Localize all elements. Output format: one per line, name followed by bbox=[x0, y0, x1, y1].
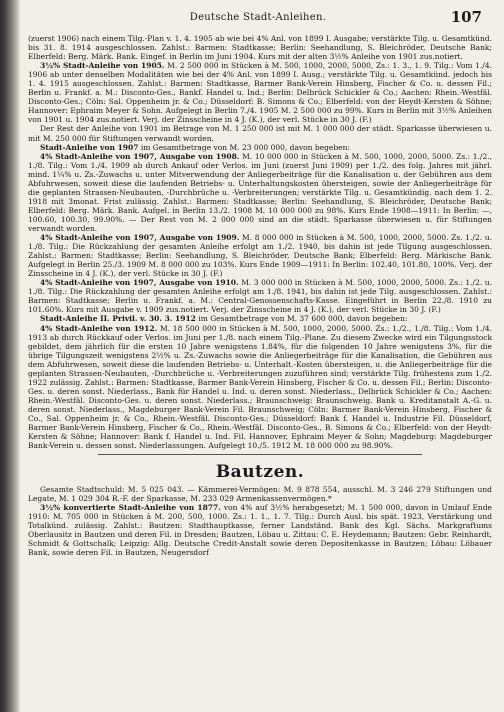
heading-bautzen-1877: 3½% konvertierte Stadt-Anleihe von 1877. bbox=[40, 503, 221, 513]
heading-1907-1909: 4% Stadt-Anleihe von 1907, Ausgabe von 1909. bbox=[40, 233, 240, 243]
bautzen-paragraph-2: 3½% konvertierte Stadt-Anleihe von 1877. von 4% auf 3½% herabgesetzt; M. 1 500 000, davon in Umlauf Ende 1910: M. 705 000 in Stücken à M. 200, 500, 1000. Zs.: 1. 1., 1. 7. Tilg.: Durch Ausl. bis spät. 1923, Verstärkung und Totalkünd. zulässig. Zahlst.: Bautzen: Stadthauptkasse, ferner Landständ. Bank des Kgl. Sächs. Markgraftums Oberlausitz in Bautzen und deren Fil. in Dresden; Bautzen, Löbau u. Zittau: C. E. Heydemann; Bautzen: Gebr. Reinhardt, Schmidt & Gottschalk; Leipzig: Allg. Deutsche Credit-Anstalt sowie deren Depositenkasse in Bautzen; Löbau: Löbauer Bank, sowie deren Fil. in Bautzen, Neugersdorf bbox=[28, 503, 492, 558]
section-divider bbox=[98, 454, 423, 455]
paragraph-3: Der Rest der Anleihe von 1901 im Betrage von M. 1 250 000 ist mit M. 1 000 000 der städt. Sparkasse überwiesen u. mit M. 250 000 für Stiftungen verwandt worden. bbox=[28, 124, 492, 143]
paragraph-6: 4% Stadt-Anleihe von 1907, Ausgabe von 1909. M. 8 000 000 in Stücken à M. 500, 1000, 2000, 5000. Zs. 1./2. u. 1./8. Tilg.: Die Rückzahlung der gesamten Anleihe erfolgt am 1./2. 1940, bis dahin ist jede Tilgung ausgeschlossen. Zahlst.: Barmen: Stadtkasse; Berlin: Seehandlung, S. Bleichröder, Deutsche Bank; Elberfeld: Berg. Märkische Bank. Aufgelegt in Berlin 25./3. 1909 M. 8 000 000 zu 103%. Kurs Ende 1909—1911: In Berlin: 102.40, 101.80, 100%. Verj. der Zinsscheine in 4 J. (K.), der verl. Stücke in 30 J. (F.) bbox=[28, 233, 492, 279]
page-number: 107 bbox=[450, 8, 482, 26]
page-header bbox=[22, 8, 494, 30]
paragraph-9: 4% Stadt-Anleihe von 1912. M. 18 500 000 in Stücken à M. 500, 1000, 2000, 5000. Zs.: 1./2., 1./8. Tilg.: Vom 1./4. 1913 ab durch Rückkauf oder Verlos. im Juni per 1./8. nach einem Tilg.-Plane. Zu diesem Zwecke wird ein Tilgungsstock gebildet, dem jährlich für die ersten 10 Jahre wenigstens 1.84%, für die folgenden 10 Jahre wenigstens 3%, für die übrige Tilgungszeit wenigstens 2½% u. Zs.-Zuwachs sowie die Anliegerbeiträge für die Kanalisation, die Gebühren aus dem Abfuhrwesen, soweit diese die laufenden Betriebs- u. Unterhalt.-Kosten übersteigen, u. die Anliegerbeiträge für die geplanten Strassen-Neubauten, -Durchbrüche u. -Verbreiterungen zuzuführen sind; verstärkte Tilg. frühestens zum 1./2. 1922 zulässig. Zahlst.: Barmen: Stadtkasse, Barmer Bank-Verein Hinsberg, Fischer & Co. u. dessen Fil.; Berlin: Disconto-Ges. u. deren sonst. Niederlass., Bank für Handel u. Ind. u. deren sonst. Niederlass., Delbrück Schickler & Co.; Aachen: Rhein.-Westfäl. Disconto-Ges. u. deren sonst. Niederlass.; Braunschweig: Braunschweig. Bank u. Kreditanstalt A.-G. u. deren sonst. Niederlass., Magdeburger Bank-Verein Fil. Braunschweig; Cöln: Barmer Bank-Verein Hinsberg, Fischer & Co., Sal. Oppenheim jr. & Co., Rhein.-Westfäl. Disconto-Ges.; Düsseldorf: Bank f. Handel u. Industrie Fil. Düsseldorf, Barmer Bank-Verein Hinsberg, Fischer & Co., Rhein.-Westfäl. Disconto-Ges., B. Simons & Co.; Elberfeld: von der Heydt-Kersten & Söhne; Hannover: Bank f. Handel u. Ind. Fil. Hannover, Ephraim Meyer & Sohn; Magdeburg: Magdeburger Bank-Verein u. dessen sonst. Niederlassungen. Aufgelegt 10./5. 1912 M. 18 000 000 zu 98.90%. bbox=[28, 323, 492, 451]
paragraph-8: Stadt-Anleihe II. Privil. v. 30. 3. 1912 im Gesamtbetrage von M. 37 600 000, davon begeben: bbox=[40, 314, 408, 324]
heading-1912: 4% Stadt-Anleihe von 1912. bbox=[40, 323, 158, 333]
paragraph-4: Stadt-Anleihe von 1907 im Gesamtbetrage von M. 23 000 000, davon begeben: bbox=[40, 142, 350, 152]
heading-1907-1908: 4% Stadt-Anleihe von 1907, Ausgabe von 1908. bbox=[40, 151, 240, 161]
heading-1912-privil: Stadt-Anleihe II. Privil. v. 30. 3. 1912 bbox=[40, 314, 196, 324]
paragraph-1: (zuerst 1906) nach einem Tilg.-Plan v. 1. 4. 1905 ab wie bei 4% Anl. von 1899 I. Ausgabe; verstärkte Tilg. u. Gesamtkünd. bis 31. 8. 1914 ausgeschlossen. Zahlst.: Barmen: Stadtkasse; Berlin: Seehandlung, S. Bleichröder, Deutsche Bank; Elberfeld: Berg. Märk. Bank. Eingef. in Berlin im Juni 1904. Kurs mit der alten 3½% Anleihe von 1901 zus.notiert. bbox=[28, 34, 492, 62]
book-gutter bbox=[0, 0, 20, 712]
paragraph-2: 3½% Stadt-Anleihe von 1905. M. 2 500 000 in Stücken à M. 500, 1000, 2000, 5000, Zs.: 1. 3., 1. 9. Tilg.: Vom 1./4. 1906 ab unter denselben Modalitäten wie bei der 4% Anl. von 1899 I. Ausg.; verstärkte Tilg. u. Gesamtkünd. jedoch bis 1. 4. 1915 ausgeschlossen. Zahlst.: Barmen: Stadtkasse, Barmer Bank-Verein Hinsberg, Fischer & Co. u. dessen Fil.; Berlin u. Frankf. a. M.: Disconto-Ges., Bankf. Handel u. Ind.; Berlin: Delbrück Schickler & Co.; Aachen: Rhein.-Westfäl. Disconto-Ges.; Cöln: Sal. Oppenheim jr. & Co.; Düsseldorf: B. Simons & Co.; Elberfeld: von der Heydt-Kersten & Söhne; Hannover: Ephraim Meyer & Sohn. Aufgelegt in Berlin 7./4. 1905 M. 2 500 000 zu 99%. Kurs in Berlin mit 3½% Anleihen von 1901 u. 1904 zus.notiert. Verj. der Zinsscheine in 4 J. (K.), der verl. Stücke in 30 J. (F.) bbox=[28, 61, 492, 125]
body-text bbox=[28, 34, 492, 558]
bautzen-paragraph-1: Gesamte Stadtschuld: M. 5 025 043. — Kämmerei-Vermögen: M. 9 878 554, ausschl. M. 3 246 279 Stiftungen und Legate, M. 1 029 304 R.-F. der Sparkasse, M. 233 029 Armenkassenvermögen.* bbox=[28, 485, 492, 504]
heading-1905: 3½% Stadt-Anleihe von 1905. bbox=[40, 61, 165, 71]
paragraph-5: 4% Stadt-Anleihe von 1907, Ausgabe von 1908. M. 10 000 000 in Stücken à M. 500, 1000, 2000, 5000. Zs.: 1./2., 1./8. Tilg.: Vom 1./4. 1909 ab durch Ankauf oder Verlos. im Juni (zuerst Juni 1909) per 1./2. des folg. Jahres mit jährl. mind. 1¼% u. Zs.-Zuwachs u. unter Mitverwendung der Anliegerbeiträge für die Kanalisation u. der Gebühren aus dem Abfuhrwesen, soweit diese die laufenden Betriebs- u. Unterhaltungskosten übersteigen, sowie der Anliegerbeiträge für die geplanten Strassen-Neubauten, -Durchbrüche u. -Verbreiterungen; verstärkte Tilg. u. Gesamtkündig. nach dem 1. 2. 1918 mit 3monat. Frist zulässig. Zahlst.: Barmen: Stadtkasse; Berlin: Seehandlung, S. Bleichröder, Deutsche Bank; Elberfeld: Berg. Märk. Bank. Aufgel. in Berlin 13./2. 1908 M. 10 000 000 zu 98%. Kurs Ende 1908—1911: In Berlin: —, 100.60, 100.30, 99.90%. — Der Rest von M. 2 000 000 sind an die städt. Sparkasse überwiesen u. für Stiftungen verwandt worden. bbox=[28, 151, 492, 233]
heading-1907: Stadt-Anleihe von 1907 bbox=[40, 142, 139, 152]
running-title: Deutsche Stadt-Anleihen. bbox=[189, 12, 327, 23]
paragraph-7: 4% Stadt-Anleihe von 1907, Ausgabe von 1910. M. 3 000 000 in Stücken à M. 500, 1000, 2000, 5000. Zs.: 1./2. u. 1./8. Tilg.: Die Rückzahlung der gesamten Anleihe erfolgt am 1./8. 1941, bis dahin ist jede Tilg. ausgeschlossen. Zahlst.: Barmen: Stadtkasse; Berlin u. Frankf. a. M.: Central-Genossenschafts-Kasse. Eingeführt in Berlin 22./8. 1910 zu 101.60%. Kurs mit Ausgabe v. 1909 zus.notiert. Verj. der Zinsscheine in 4 J. (K.), der verl. Stücke in 30 J. (F.) bbox=[28, 278, 492, 315]
heading-1907-1910: 4% Stadt-Anleihe von 1907, Ausgabe von 1910. bbox=[40, 278, 239, 288]
section-title-bautzen: Bautzen. bbox=[215, 462, 305, 483]
